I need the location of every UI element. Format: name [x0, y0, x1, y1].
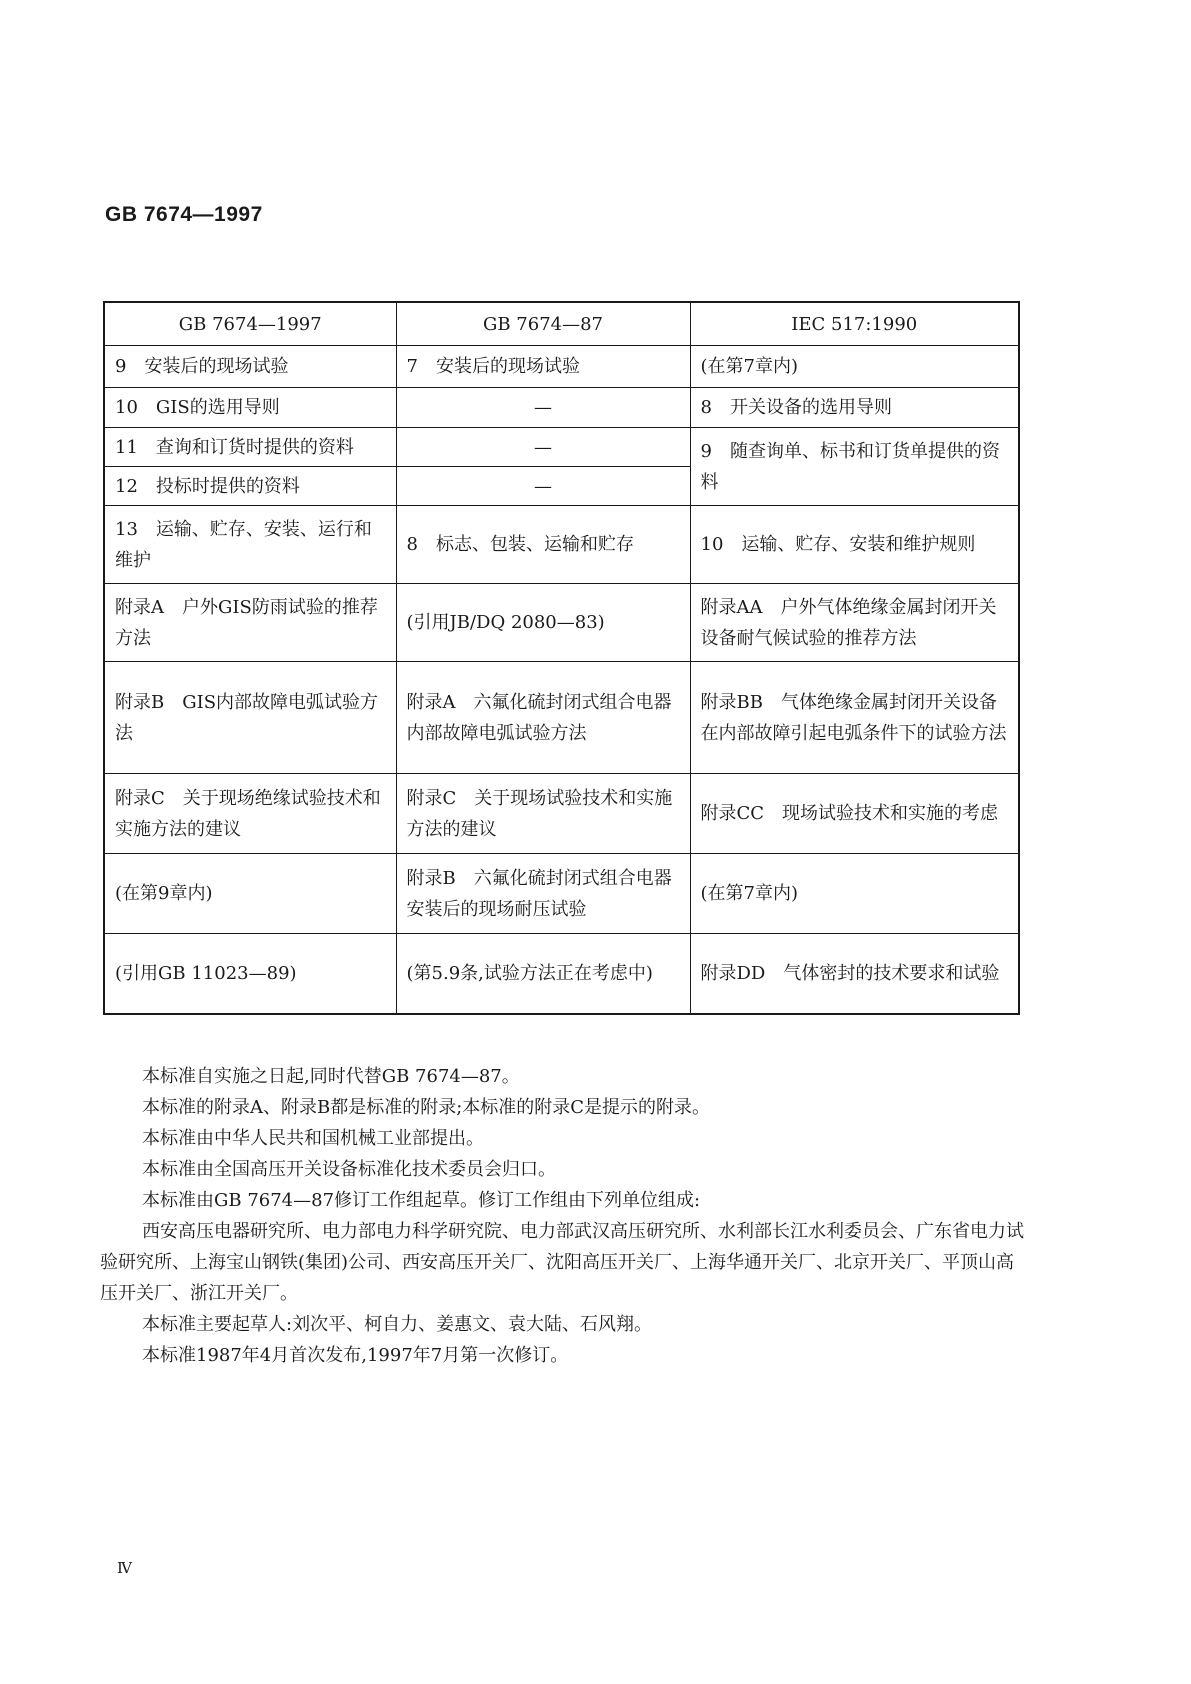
table-cell: — — [396, 467, 690, 506]
column-header: GB 7674—1997 — [104, 302, 396, 346]
table-cell: 7 安装后的现场试验 — [396, 346, 690, 388]
table-cell: 附录C 关于现场绝缘试验技术和实施方法的建议 — [104, 774, 396, 854]
table-cell: (第5.9条,试验方法正在考虑中) — [396, 934, 690, 1014]
table-row — [104, 934, 1019, 1014]
table-cell: 11 查询和订货时提供的资料 — [104, 428, 396, 467]
foreword-notes — [100, 1061, 1025, 1371]
note-paragraph: 本标准的附录A、附录B都是标准的附录;本标准的附录C是提示的附录。 — [142, 1097, 711, 1118]
table-cell: 附录B 六氟化硫封闭式组合电器安装后的现场耐压试验 — [396, 854, 690, 934]
table-cell: — — [396, 388, 690, 428]
note-paragraph: 本标准由全国高压开关设备标准化技术委员会归口。 — [142, 1159, 556, 1180]
table-cell: (引用JB/DQ 2080—83) — [396, 584, 690, 662]
note-paragraph: 本标准自实施之日起,同时代替GB 7674—87。 — [142, 1066, 520, 1087]
table-cell: 8 标志、包装、运输和贮存 — [396, 506, 690, 584]
standard-number-header: GB 7674—1997 — [105, 203, 263, 226]
table-cell: 附录A 六氟化硫封闭式组合电器内部故障电弧试验方法 — [396, 662, 690, 774]
note-paragraph: 本标准由中华人民共和国机械工业部提出。 — [142, 1128, 484, 1149]
table-cell: 9 安装后的现场试验 — [104, 346, 396, 388]
table-cell: 附录DD 气体密封的技术要求和试验 — [690, 934, 1019, 1014]
column-header: IEC 517:1990 — [690, 302, 1019, 346]
note-paragraph: 本标准主要起草人:刘次平、柯自力、姜惠文、袁大陆、石风翔。 — [142, 1314, 653, 1335]
table-row — [104, 584, 1019, 662]
table-cell: 附录A 户外GIS防雨试验的推荐方法 — [104, 584, 396, 662]
table-cell: 附录AA 户外气体绝缘金属封闭开关设备耐气候试验的推荐方法 — [690, 584, 1019, 662]
table-row — [104, 388, 1019, 428]
table-cell: 9 随查询单、标书和订货单提供的资料 — [690, 428, 1019, 506]
table-row — [104, 346, 1019, 388]
table-cell: (引用GB 11023—89) — [104, 934, 396, 1014]
table-cell: 附录CC 现场试验技术和实施的考虑 — [690, 774, 1019, 854]
table-cell: 13 运输、贮存、安装、运行和维护 — [104, 506, 396, 584]
standard-comparison-table — [103, 301, 1020, 1015]
drafting-units-paragraph: 西安高压电器研究所、电力部电力科学研究院、电力部武汉高压研究所、水利部长江水利委员会、广东省电力试验研究所、上海宝山钢铁(集团)公司、西安高压开关厂、沈阳高压开关厂、上海华通开关厂、北京开关厂、平顶山高压开关厂、浙江开关厂。 — [100, 1221, 1024, 1304]
table-header-row — [104, 302, 1019, 346]
table-cell: 12 投标时提供的资料 — [104, 467, 396, 506]
table-cell: (在第9章内) — [104, 854, 396, 934]
table-row — [104, 662, 1019, 774]
table-cell: 10 运输、贮存、安装和维护规则 — [690, 506, 1019, 584]
table-cell: 附录C 关于现场试验技术和实施方法的建议 — [396, 774, 690, 854]
table-row — [104, 428, 1019, 467]
table-cell: 8 开关设备的选用导则 — [690, 388, 1019, 428]
table-cell: 附录B GIS内部故障电弧试验方法 — [104, 662, 396, 774]
note-paragraph: 本标准由GB 7674—87修订工作组起草。修订工作组由下列单位组成: — [142, 1190, 701, 1211]
table-cell: (在第7章内) — [690, 854, 1019, 934]
table-row — [104, 506, 1019, 584]
table-cell: — — [396, 428, 690, 467]
note-paragraph: 本标准1987年4月首次发布,1997年7月第一次修订。 — [142, 1345, 569, 1366]
table-cell: 附录BB 气体绝缘金属封闭开关设备在内部故障引起电弧条件下的试验方法 — [690, 662, 1019, 774]
table-cell: 10 GIS的选用导则 — [104, 388, 396, 428]
table-row — [104, 854, 1019, 934]
table-cell: (在第7章内) — [690, 346, 1019, 388]
column-header: GB 7674—87 — [396, 302, 690, 346]
table-row — [104, 774, 1019, 854]
page-number: Ⅳ — [117, 1559, 132, 1577]
